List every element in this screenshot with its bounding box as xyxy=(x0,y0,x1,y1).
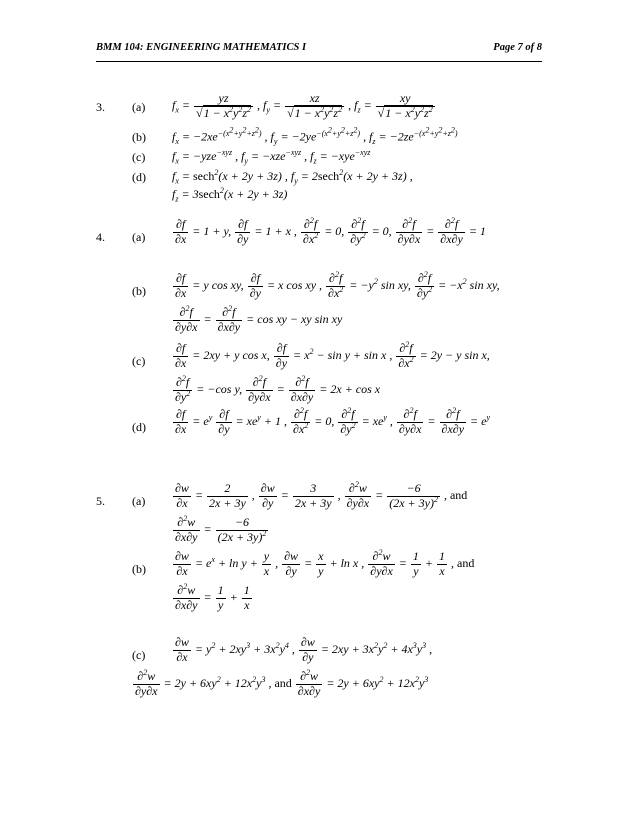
equation-line: $f_x = \sec h^2(x + 2y + 3z)$ , $f_y = 2\sec h^2(x + 2y + 3z)$ , xyxy=(172,168,413,186)
page-number: Page 7 of 8 xyxy=(493,42,542,53)
equation-line: $\frac{\partial f}{\partial x}$ = $e^y$ $\frac{\partial f}{\partial y}$ = $xe^y + 1$ , $\frac{\partial^2f}{\partial x^2}$ = 0, $\frac{\partial^2f}{\partial y^2}$ = $xe^y$ , $\frac{\partial^2f}{\partial y\partial x}$ = $\frac{\partial^2f}{\partial x\partial y}$ = $e^y$ xyxy=(175,406,491,436)
part-label: (b) xyxy=(132,284,146,298)
equation-line: $\frac{\partial^2w}{\partial x\partial y}$ = $\frac{1}{y}$ + $\frac{1}{x}$ xyxy=(175,582,250,612)
part-label: (c) xyxy=(132,648,146,662)
equation-line: $\frac{\partial^2f}{\partial y^2}$ = −cos y, $\frac{\partial^2f}{\partial y\partial x}$ = $\frac{\partial^2f}{\partial x\partial y}$ = 2x + cos x xyxy=(175,374,381,404)
part-label: (b) xyxy=(132,130,146,144)
equation-line: $f_x$ = $\frac{yz}{√1 - x^2y^2z^2}$ , $f_y$ = $\frac{xz}{√1 - x^2y^2z^2}$ , $f_z$ = $\frac{xy}{√1 - x^2y^2z^2}$ xyxy=(172,91,433,120)
part-label: (a) xyxy=(132,100,146,114)
equation-line: $f_x = -2xe^{-(x^2+y^2+z^2)}$ , $f_y = -2ye^{-(x^2+y^2+z^2)}$ , $f_z = -2ze^{-(x^2+y^2+z^2)}$ xyxy=(172,125,458,147)
part-label: (a) xyxy=(132,230,146,244)
problem-number: 3. xyxy=(96,100,105,114)
page-header xyxy=(96,42,542,60)
part-label: (c) xyxy=(132,354,146,368)
equation-line: $\frac{\partial^2f}{\partial y\partial x}$ = $\frac{\partial^2f}{\partial x\partial y}$ = cos xy − xy sin xy xyxy=(175,304,343,334)
equation-line: $\frac{\partial w}{\partial x}$ = $e^x + \ln y$ + $\frac{y}{x}$ , $\frac{\partial w}{\partial y}$ = $\frac{x}{y}$ + ln x , $\frac{\partial^2w}{\partial y\partial x}$ = $\frac{1}{y}$ + $\frac{1}{x}$ , and xyxy=(175,548,475,578)
problem-number: 5. xyxy=(96,494,105,508)
equation-line: $\frac{\partial f}{\partial x}$ = y cos xy, $\frac{\partial f}{\partial y}$ = x cos xy , $\frac{\partial^2f}{\partial x^2}$ = $-y^2$ sin xy, $\frac{\partial^2f}{\partial y^2}$ = $-x^2$ sin xy, xyxy=(175,270,500,300)
part-label: (b) xyxy=(132,562,146,576)
course-title: BMM 104: ENGINEERING MATHEMATICS I xyxy=(96,42,307,53)
equation-line: $\frac{\partial w}{\partial x}$ = $\frac{2}{2x + 3y}$ , $\frac{\partial w}{\partial y}$ = $\frac{3}{2x + 3y}$ , $\frac{\partial^2w}{\partial y\partial x}$ = $\frac{-6}{(2x + 3y)^2}$ , and xyxy=(175,480,468,510)
equation-line: $\frac{\partial^2w}{\partial x\partial y}$ = $\frac{-6}{(2x + 3y)^2}$ xyxy=(175,514,267,544)
part-label: (c) xyxy=(132,150,146,164)
equation-line: $f_x = -yze^{-xyz}$ , $f_y = -xze^{-xyz}$ , $f_z = -xye^{-xyz}$ xyxy=(172,148,371,166)
equation-line: $f_z = 3\sec h^2(x + 2y + 3z)$ xyxy=(172,186,288,204)
equation-line: $\frac{\partial f}{\partial x}$ = 2xy + y cos x, $\frac{\partial f}{\partial y}$ = $x^2 - \sin y + \sin x$ , $\frac{\partial^2f}{\partial x^2}$ = 2y − y sin x, xyxy=(175,340,490,370)
equation-line: $\frac{\partial f}{\partial x}$ = 1 + y, $\frac{\partial f}{\partial y}$ = 1 + x , $\frac{\partial^2f}{\partial x^2}$ = 0, $\frac{\partial^2f}{\partial y^2}$ = 0, $\frac{\partial^2f}{\partial y\partial x}$ = $\frac{\partial^2f}{\partial x\partial y}$ = 1 xyxy=(175,216,486,246)
equation-line: $\frac{\partial^2w}{\partial y\partial x}$ = $2y + 6xy^2 + 12x^2y^3$ , and $\frac{\partial^2w}{\partial x\partial y}$ = $2y + 6xy^2 + 12x^2y^3$ xyxy=(135,668,429,698)
part-label: (d) xyxy=(132,170,146,184)
part-label: (d) xyxy=(132,420,146,434)
header-rule xyxy=(96,61,542,62)
problem-number: 4. xyxy=(96,230,105,244)
part-label: (a) xyxy=(132,494,146,508)
equation-line: $\frac{\partial w}{\partial x}$ = $y^2 + 2xy^3 + 3x^2y^4$ , $\frac{\partial w}{\partial y}$ = $2xy + 3x^2y^2 + 4x^3y^3$ , xyxy=(175,635,433,664)
